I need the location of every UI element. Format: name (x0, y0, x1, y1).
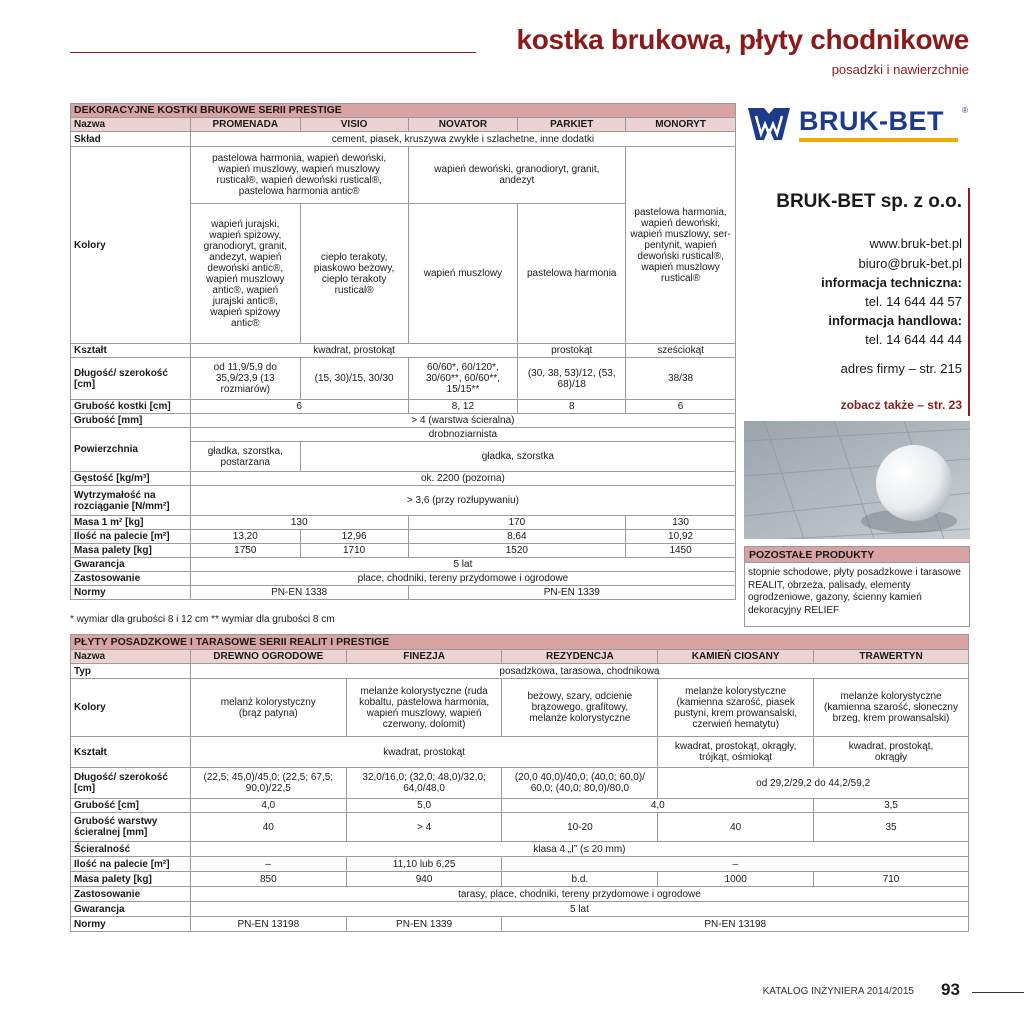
table-cell: 1000 (658, 872, 814, 887)
row-label: Długość/ szerokość [cm] (71, 358, 191, 400)
table-cell: 170 (408, 516, 626, 530)
col-header: TRAWERTYN (814, 650, 969, 664)
other-products-text: stopnie schodowe, płyty posadzkowe i tarasowe REALIT, obrzeża, palisady, elementy ogrodzeniowe, gazony, ścienny kamień dekoracyjny RELIEF (744, 563, 970, 627)
row-label: Masa 1 m² [kg] (71, 516, 191, 530)
row-label: Kształt (71, 737, 191, 768)
row-label: Długość/ szerokość [cm] (71, 768, 191, 799)
table-cell: > 4 (warstwa ścieralna) (190, 414, 735, 428)
table-cell: kwadrat, prostokąt, okrągły (814, 737, 969, 768)
col-header: KAMIEŃ CIOSANY (658, 650, 814, 664)
row-label: Grubość [mm] (71, 414, 191, 428)
row-label: Skład (71, 132, 191, 147)
table-cell: kwadrat, prostokąt (190, 344, 517, 358)
table-cell: od 29,2/29,2 do 44,2/59,2 (658, 768, 969, 799)
table-cell: b.d. (502, 872, 658, 887)
address-ref: adres firmy – str. 215 (840, 361, 962, 376)
col-header: Nazwa (71, 118, 191, 132)
tech-info-label: informacja techniczna: (821, 275, 962, 290)
table-cell: pastelowa harmonia (518, 204, 626, 344)
col-header: PARKIET (518, 118, 626, 132)
table-cell: 8,64 (408, 530, 626, 544)
trade-info-label: informacja handlowa: (828, 313, 962, 328)
realit-slabs-table (70, 634, 969, 932)
trade-phone[interactable]: tel. 14 644 44 44 (865, 332, 962, 347)
row-label: Kolory (71, 679, 191, 737)
table-cell: PN-EN 1339 (346, 917, 502, 932)
table-cell: 850 (190, 872, 346, 887)
table-cell: posadzkowa, tarasowa, chodnikowa (190, 664, 968, 679)
table-cell: cement, piasek, kruszywa zwykłe i szlachetne, inne dodatki (190, 132, 735, 147)
table-cell: 5 lat (190, 902, 968, 917)
tech-phone[interactable]: tel. 14 644 44 57 (865, 294, 962, 309)
catalog-footer: KATALOG INŻYNIERA 2014/2015 (762, 986, 914, 997)
row-label: Masa palety [kg] (71, 872, 191, 887)
table-cell: 1750 (190, 544, 300, 558)
table-cell: > 4 (346, 813, 502, 842)
row-label: Zastosowanie (71, 572, 191, 586)
row-label: Typ (71, 664, 191, 679)
row-label: Masa palety [kg] (71, 544, 191, 558)
col-header: Nazwa (71, 650, 191, 664)
table-cell: 3,5 (814, 799, 969, 813)
table-cell: drobnoziarnista (190, 428, 735, 442)
table-cell: PN-EN 13198 (190, 917, 346, 932)
table-cell: pastelowa harmonia, wapień dewoński, wapień muszlowy, ser-pentynit, wapień dewoński rustical®, wapień muszlowy rustical® (626, 147, 736, 344)
table-cell: kwadrat, prostokąt, okrągły, trójkąt, ośmiokąt (658, 737, 814, 768)
table-cell: (22,5; 45,0)/45,0; (22,5; 67,5; 90,0)/22,5 (190, 768, 346, 799)
table-cell: wapień muszlowy (408, 204, 518, 344)
table-cell: PN-EN 13198 (502, 917, 969, 932)
see-also-ref[interactable]: zobacz także – str. 23 (840, 398, 962, 412)
table-cell: 5 lat (190, 558, 735, 572)
table-cell: 8, 12 (408, 400, 518, 414)
row-label: Kształt (71, 344, 191, 358)
table-cell: 11,10 lub 6,25 (346, 857, 502, 872)
page-title: kostka brukowa, płyty chodnikowe (516, 24, 969, 55)
col-header: FINEZJA (346, 650, 502, 664)
table-title: DEKORACYJNE KOSTKI BRUKOWE SERII PRESTIGE (71, 104, 736, 118)
row-label: Normy (71, 586, 191, 600)
table-cell: (20,0 40,0)/40,0; (40,0; 60,0)/ 60,0; (40,0; 80,0)/80,0 (502, 768, 658, 799)
logo-wordmark: BRUK-BET (799, 106, 944, 136)
table-cell: melanże kolorystyczne (kamienna szarość, słoneczny brzeg, krem prowansalski) (814, 679, 969, 737)
website-link[interactable]: www.bruk-bet.pl (869, 236, 962, 251)
table-cell: – (190, 857, 346, 872)
row-label: Normy (71, 917, 191, 932)
table-cell: 6 (190, 400, 408, 414)
table-cell: 6 (626, 400, 736, 414)
table-cell: pastelowa harmonia, wapień dewoński, wapień muszlowy, wapień muszlowy rustical®, wapień dewoński rustical®, pastelowa harmonia antic® (190, 147, 408, 204)
table-title: PŁYTY POSADZKOWE I TARASOWE SERII REALIT I PRESTIGE (71, 635, 969, 650)
table-cell: 1520 (408, 544, 626, 558)
row-label: Grubość kostki [cm] (71, 400, 191, 414)
row-label: Gwarancja (71, 558, 191, 572)
table-cell: 5,0 (346, 799, 502, 813)
table-cell: kwadrat, prostokąt (190, 737, 657, 768)
table-cell: 60/60*, 60/120*, 30/60**, 60/60**, 15/15** (408, 358, 518, 400)
row-label: Kolory (71, 147, 191, 344)
table-footnote: * wymiar dla grubości 8 i 12 cm ** wymiar dla grubości 8 cm (70, 614, 335, 625)
table-cell: gładka, szorstka, postarzana (190, 442, 300, 472)
page-subtitle: posadzki i nawierzchnie (831, 62, 969, 77)
row-label: Grubość warstwy ścieralnej [mm] (71, 813, 191, 842)
table-cell: beżowy, szary, odcienie brązowego, grafitowy, melanże kolorystyczne (502, 679, 658, 737)
table-cell: > 3,6 (przy rozłupywaniu) (190, 486, 735, 516)
table-cell: place, chodniki, tereny przydomowe i ogrodowe (190, 572, 735, 586)
table-cell: PN-EN 1339 (408, 586, 735, 600)
email-link[interactable]: biuro@bruk-bet.pl (858, 256, 962, 271)
col-header: REZYDENCJA (502, 650, 658, 664)
table-cell: 10,92 (626, 530, 736, 544)
table-cell: 4,0 (502, 799, 814, 813)
paving-photo (744, 421, 970, 539)
table-cell: 40 (658, 813, 814, 842)
table-cell: melanże kolorystyczne (kamienna szarość, piasek pustyni, krem prowansalski, czerwień hematytu) (658, 679, 814, 737)
table-cell: ciepło terakoty, piaskowo beżowy, ciepło terakoty rustical® (300, 204, 408, 344)
table-cell: wapień dewoński, granodioryt, granit, andezyt (408, 147, 626, 204)
table-cell: (30, 38, 53)/12, (53, 68)/18 (518, 358, 626, 400)
table-cell: 710 (814, 872, 969, 887)
row-label: Ścieralność (71, 842, 191, 857)
table-cell: melanże kolorystyczne (ruda kobaltu, pastelowa harmonia, wapień muszlowy, wapień czerwony, dolomit) (346, 679, 502, 737)
table-cell: 4,0 (190, 799, 346, 813)
table-cell: 13,20 (190, 530, 300, 544)
table-cell: 10-20 (502, 813, 658, 842)
header-rule (70, 52, 476, 53)
logo-underline (799, 138, 958, 142)
table-cell: 12,96 (300, 530, 408, 544)
row-label: Wytrzymałość na rozciąganie [N/mm²] (71, 486, 191, 516)
table-cell: 130 (626, 516, 736, 530)
col-header: DREWNO OGRODOWE (190, 650, 346, 664)
table-cell: 32,0/16,0; (32,0; 48,0)/32,0; 64,0/48,0 (346, 768, 502, 799)
col-header: PROMENADA (190, 118, 300, 132)
col-header: VISIO (300, 118, 408, 132)
table-cell: wapień jurajski, wapień spiżowy, granodioryt, granit, andezyt, wapień dewoński antic®, wapień muszlowy antic®, wapień jurajski antic®, wapień spiżowy antic® (190, 204, 300, 344)
bruk-bet-logo (744, 102, 970, 146)
col-header: NOVATOR (408, 118, 518, 132)
table-cell: prostokąt (518, 344, 626, 358)
table-cell: 1710 (300, 544, 408, 558)
table-cell: 130 (190, 516, 408, 530)
table-cell: 38/38 (626, 358, 736, 400)
table-cell: ok. 2200 (pozorna) (190, 472, 735, 486)
registered-icon: ® (962, 106, 968, 115)
table-cell: tarasy, place, chodniki, tereny przydomowe i ogrodowe (190, 887, 968, 902)
table-cell: gładka, szorstka (300, 442, 735, 472)
row-label: Ilość na palecie [m²] (71, 857, 191, 872)
table-cell: melanż kolorystyczny (brąz patyna) (190, 679, 346, 737)
table-cell: (15, 30)/15, 30/30 (300, 358, 408, 400)
row-label: Gwarancja (71, 902, 191, 917)
logo-mark-icon (744, 102, 794, 146)
page-number: 93 (941, 980, 960, 999)
table-cell: sześciokąt (626, 344, 736, 358)
row-label: Grubość [cm] (71, 799, 191, 813)
company-name: BRUK-BET sp. z o.o. (776, 191, 962, 212)
row-label: Powierzchnia (71, 428, 191, 472)
footer-rule (972, 992, 1024, 993)
col-header: MONORYT (626, 118, 736, 132)
table-cell: 8 (518, 400, 626, 414)
row-label: Zastosowanie (71, 887, 191, 902)
prestige-cubes-table (70, 103, 736, 600)
table-cell: klasa 4 „I” (≤ 20 mm) (190, 842, 968, 857)
table-cell: 35 (814, 813, 969, 842)
other-products-title: POZOSTAŁE PRODUKTY (744, 546, 970, 563)
row-label: Ilość na palecie [m²] (71, 530, 191, 544)
accent-rule (968, 188, 970, 416)
row-label: Gęstość [kg/m³] (71, 472, 191, 486)
table-cell: od 11,9/5,9 do 35,9/23,9 (13 rozmiarów) (190, 358, 300, 400)
table-cell: 940 (346, 872, 502, 887)
table-cell: 40 (190, 813, 346, 842)
table-cell: – (502, 857, 969, 872)
table-cell: 1450 (626, 544, 736, 558)
table-cell: PN-EN 1338 (190, 586, 408, 600)
